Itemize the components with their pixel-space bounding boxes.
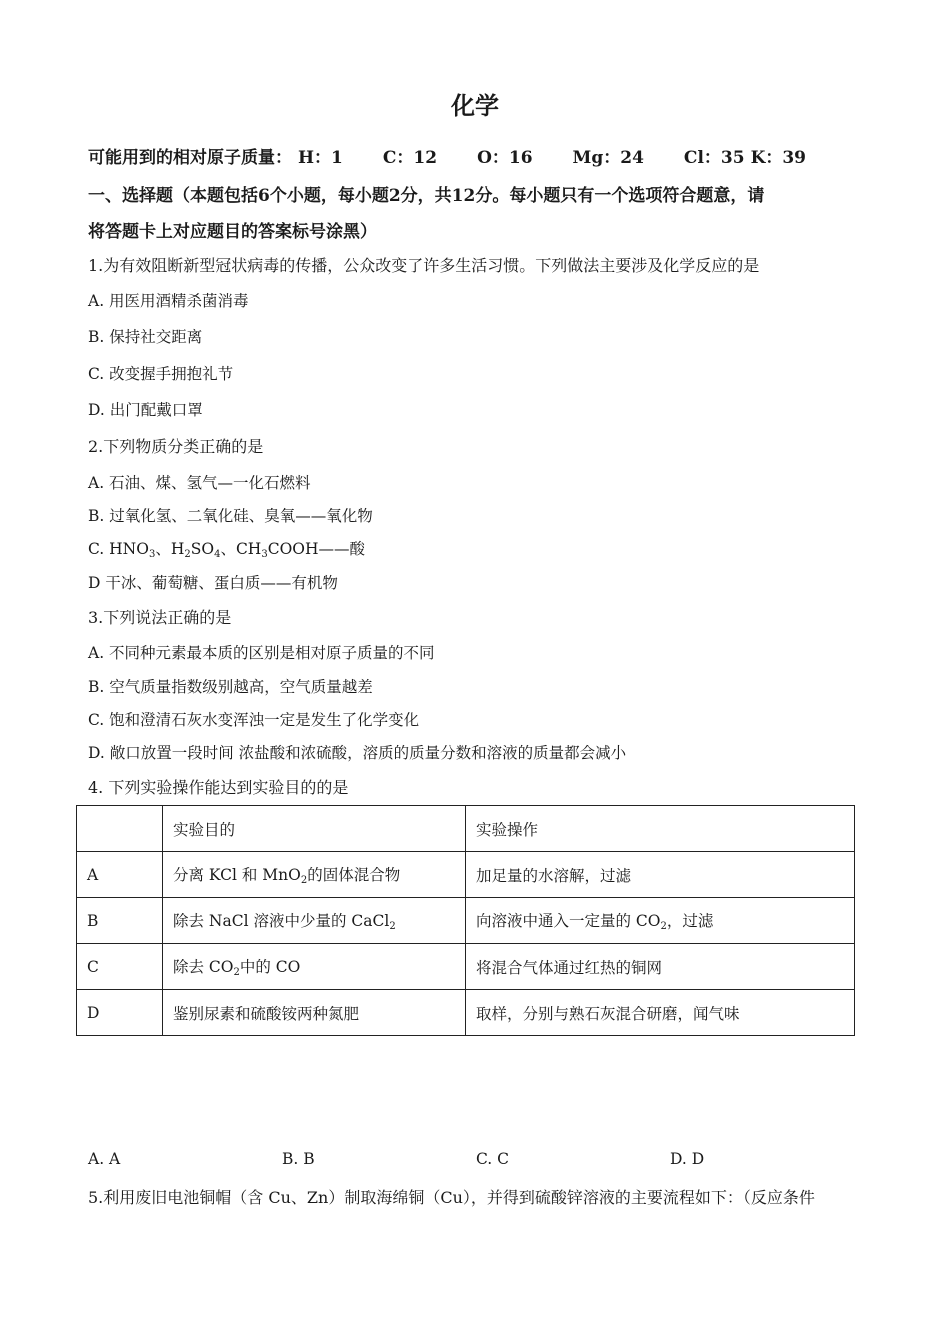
q3-option-d: D. 敞口放置一段时间 浓盐酸和浓硫酸，溶质的质量分数和溶液的质量都会减小: [88, 744, 627, 762]
subscript: 3: [148, 549, 156, 560]
q2-c-text: SO: [190, 540, 215, 558]
q5-stem: 5.利用废旧电池铜帽（含 Cu、Zn）制取海绵铜（Cu），并得到硫酸锌溶液的主要流程如下：（反应条件: [88, 1188, 815, 1207]
atomic-mass-line: [88, 143, 846, 168]
q2-option-d: D 干冰、葡萄糖、蛋白质——有机物: [88, 574, 338, 592]
row-label: A: [77, 852, 163, 898]
subscript: 2: [233, 967, 240, 978]
q2-stem: 2.下列物质分类正确的是: [88, 437, 264, 456]
purpose-cell: [163, 852, 466, 898]
row-label: D: [77, 990, 163, 1036]
subscript: 2: [660, 921, 667, 932]
q4-answer-b: B. B: [282, 1150, 315, 1168]
operation-cell: [466, 898, 855, 944]
table-header-cell: 实验操作: [466, 806, 855, 852]
q3-option-b: B. 空气质量指数级别越高，空气质量越差: [88, 678, 373, 696]
q1-stem: 1.为有效阻断新型冠状病毒的传播，公众改变了许多生活习惯。下列做法主要涉及化学反应的是: [88, 256, 760, 275]
q4-answer-c: C. C: [476, 1150, 510, 1168]
purpose-cell: 鉴别尿素和硫酸铵两种氮肥: [163, 990, 466, 1036]
section-heading-line2: 将答题卡上对应题目的答案标号涂黑）: [88, 222, 377, 242]
table-row: [77, 990, 855, 1036]
cell-text: 的固体混合物: [307, 866, 401, 884]
atomic-mass-k: K：39: [750, 148, 807, 168]
atomic-mass-c: C：12: [382, 148, 438, 168]
table-row: [77, 944, 855, 990]
experiment-table: [76, 805, 855, 1036]
q3-stem: 3.下列说法正确的是: [88, 608, 232, 627]
cell-text: 中的 CO: [239, 958, 301, 976]
atomic-mass-label: 可能用到的相对原子质量：: [88, 148, 292, 168]
atomic-mass-o: O：16: [477, 148, 533, 168]
q2-option-b: B. 过氧化氢、二氧化硅、臭氧——氧化物: [88, 507, 373, 525]
atomic-mass-h: H：1: [298, 148, 343, 168]
q3-option-a: A. 不同种元素最本质的区别是相对原子质量的不同: [88, 644, 435, 662]
purpose-cell: [163, 898, 466, 944]
q4-answer-a: A. A: [88, 1150, 121, 1168]
q2-c-text: C. HNO: [88, 540, 149, 558]
q2-option-a: A. 石油、煤、氢气—一化石燃料: [88, 474, 311, 492]
q1-option-a: A. 用医用酒精杀菌消毒: [88, 292, 249, 310]
row-label: C: [77, 944, 163, 990]
cell-text: 除去 NaCl 溶液中少量的 CaCl: [173, 912, 390, 930]
section-heading-line1: 一、选择题（本题包括6个小题，每小题2分，共12分。每小题只有一个选项符合题意，请: [88, 186, 765, 206]
q1-option-d: D. 出门配戴口罩: [88, 401, 203, 419]
subscript: 3: [261, 549, 268, 560]
table-header-cell: [77, 806, 163, 852]
operation-cell: 取样，分别与熟石灰混合研磨，闻气味: [466, 990, 855, 1036]
atomic-mass-cl: Cl：35: [683, 148, 745, 168]
q4-stem: 4. 下列实验操作能达到实验目的的是: [88, 778, 349, 797]
subscript: 4: [214, 549, 221, 560]
atomic-mass-mg: Mg：24: [572, 148, 644, 168]
q1-option-b: B. 保持社交距离: [88, 328, 203, 346]
cell-text: ，过滤: [666, 912, 714, 930]
operation-cell: 将混合气体通过红热的铜网: [466, 944, 855, 990]
subscript: 2: [184, 549, 191, 560]
row-label: B: [77, 898, 163, 944]
table-row: [77, 898, 855, 944]
q2-option-c: [88, 537, 365, 560]
q3-option-c: C. 饱和澄清石灰水变浑浊一定是发生了化学变化: [88, 711, 420, 729]
operation-cell: 加足量的水溶解，过滤: [466, 852, 855, 898]
q2-c-text: 、CH: [220, 540, 262, 558]
cell-text: 除去 CO: [173, 958, 234, 976]
subscript: 2: [389, 921, 396, 932]
q4-answer-d: D. D: [670, 1150, 705, 1168]
q2-c-text: COOH——酸: [267, 540, 365, 558]
q1-option-c: C. 改变握手拥抱礼节: [88, 365, 234, 383]
table-row: [77, 852, 855, 898]
q2-c-text: 、H: [155, 540, 185, 558]
purpose-cell: [163, 944, 466, 990]
cell-text: 向溶液中通入一定量的 CO: [476, 912, 661, 930]
cell-text: 分离 KCl 和 MnO: [173, 866, 301, 884]
page-title: 化学: [451, 91, 499, 120]
subscript: 2: [300, 875, 308, 886]
table-header-row: [77, 806, 855, 852]
table-header-cell: 实验目的: [163, 806, 466, 852]
